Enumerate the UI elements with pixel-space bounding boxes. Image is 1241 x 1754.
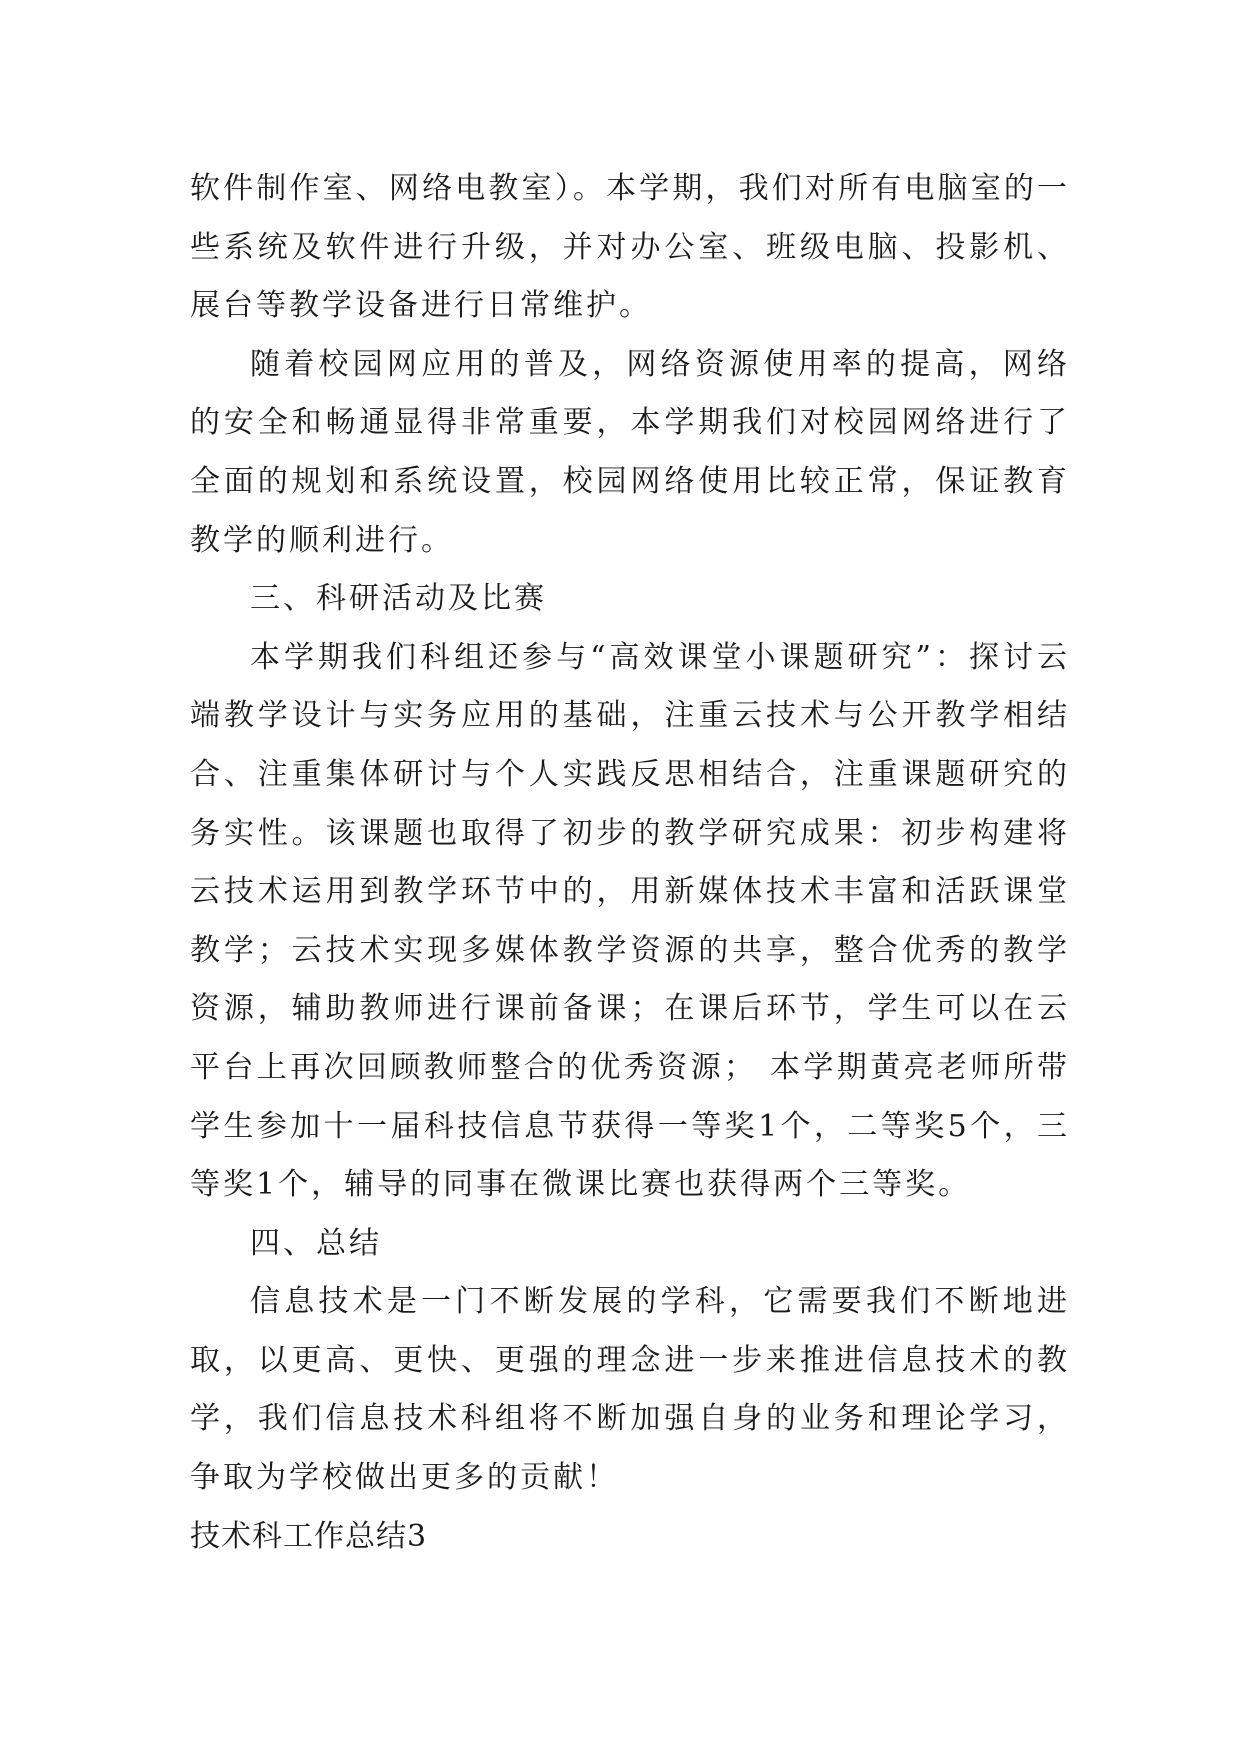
paragraph-summary: 信息技术是一门不断发展的学科，它需要我们不断地进取，以更高、更快、更强的理念进一步来推进信息技术的教学，我们信息技术科组将不断加强自身的业务和理论学习，争取为学校做出更多的贡献！ <box>190 1284 1070 1496</box>
paragraph-research-activities: 本学期我们科组还参与“高效课堂小课题研究”：探讨云端教学设计与实务应用的基础，注重云技术与公开教学相结合、注重集体研讨与个人实践反思相结合，注重课题研究的务实性。该课题也取得了初步的教学研究成果：初步构建将云技术运用到教学环节中的，用新媒体技术丰富和活跃课堂教学；云技术实现多媒体教学资源的共享，整合优秀的教学资源，辅助教师进行课前备课；在课后环节，学生可以在云平台上再次回顾教师整合的优秀资源； 本学期黄亮老师所带学生参加十一届科技信息节获得一等奖1个，二等奖5个，三等奖1个，辅导的同事在微课比赛也获得两个三等奖。 <box>190 639 1070 1203</box>
section-heading-research: 三、科研活动及比赛 <box>250 581 547 617</box>
section-heading-summary: 四、总结 <box>250 1225 382 1261</box>
document-body <box>190 160 1070 1566</box>
document-subtitle: 技术科工作总结3 <box>190 1518 428 1554</box>
paragraph-campus-network: 随着校园网应用的普及，网络资源使用率的提高，网络的安全和畅通显得非常重要，本学期我们对校园网络进行了全面的规划和系统设置，校园网络使用比较正常，保证教育教学的顺利进行。 <box>190 346 1070 558</box>
paragraph-equipment-maintenance: 软件制作室、网络电教室）。本学期，我们对所有电脑室的一些系统及软件进行升级，并对办公室、班级电脑、投影机、展台等教学设备进行日常维护。 <box>190 171 1070 324</box>
